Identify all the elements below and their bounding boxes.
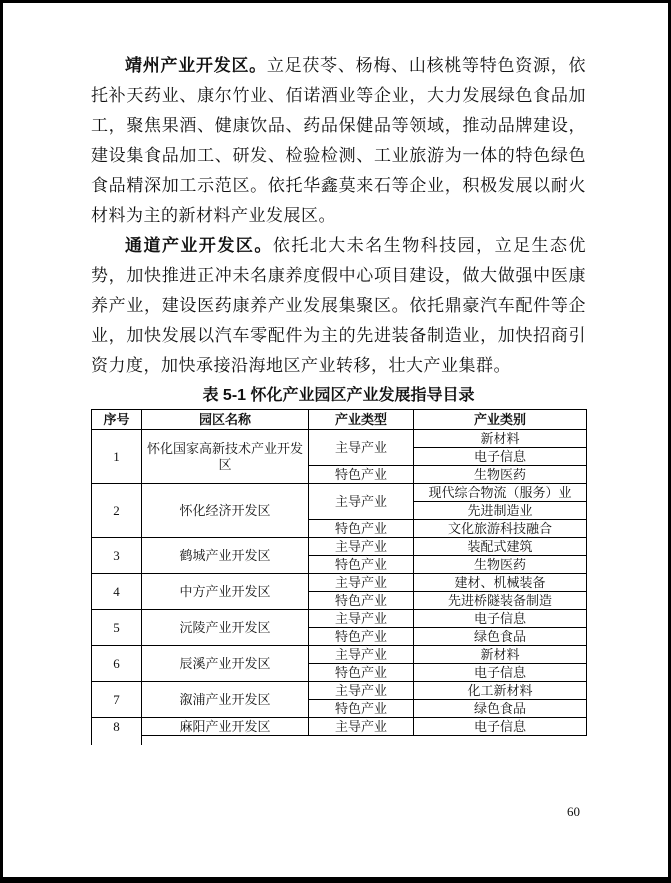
park-name-cell: 麻阳产业开发区 <box>142 718 309 736</box>
guidance-table <box>91 409 587 736</box>
industry-type-cell: 主导产业 <box>309 538 414 556</box>
park-name-cell: 怀化国家高新技术产业开发区 <box>142 430 309 484</box>
table-row <box>92 538 587 556</box>
park-name-cell: 怀化经济开发区 <box>142 484 309 538</box>
park-name-cell: 辰溪产业开发区 <box>142 646 309 682</box>
industry-category-cell: 电子信息 <box>414 718 587 736</box>
industry-category-cell: 先进桥隧装备制造 <box>414 592 587 610</box>
table-row <box>92 430 587 448</box>
table-title: 表 5-1 怀化产业园区产业发展指导目录 <box>202 387 475 404</box>
paragraph-tongdao-body: 依托北大未名生物科技园，立足生态优势，加快推进正冲未名康养度假中心项目建设，做大做强中医康养产业，建设医药康养产业发展集聚区。依托鼎豪汽车配件等企业，加快发展以汽车零配件为主的先进装备制造业，加快招商引资力度，加快承接沿海地区产业转移，壮大产业集群。 <box>91 236 587 375</box>
header-index: 序号 <box>92 410 142 430</box>
table-row <box>92 574 587 592</box>
paragraph-jingzhou <box>91 51 586 231</box>
industry-type-cell: 主导产业 <box>309 718 414 736</box>
industry-category-cell: 现代综合物流（服务）业 <box>414 484 587 502</box>
paragraph-jingzhou-body: 立足茯苓、杨梅、山核桃等特色资源，依托补天药业、康尔竹业、佰诺酒业等企业，大力发展绿色食品加工，聚焦果酒、健康饮品、药品保健品等领域，推动品牌建设，建设集食品加工、研发、检验检测、工业旅游为一体的特色绿色食品精深加工示范区。依托华鑫莫来石等企业，积极发展以耐火材料为主的新材料产业发展区。 <box>91 56 587 225</box>
guidance-table-body <box>92 430 587 736</box>
industry-type-cell: 主导产业 <box>309 484 414 520</box>
table-continuation <box>91 736 586 746</box>
industry-type-cell: 特色产业 <box>309 592 414 610</box>
header-park-name: 园区名称 <box>142 410 309 430</box>
table-row <box>92 718 587 736</box>
table-continuation-tick-left <box>91 736 92 745</box>
row-index-cell: 6 <box>92 646 142 682</box>
industry-type-cell: 主导产业 <box>309 430 414 466</box>
park-name-cell: 溆浦产业开发区 <box>142 682 309 718</box>
industry-type-cell: 主导产业 <box>309 610 414 628</box>
industry-category-cell: 新材料 <box>414 646 587 664</box>
park-name-cell: 中方产业开发区 <box>142 574 309 610</box>
industry-type-cell: 特色产业 <box>309 664 414 682</box>
row-index-cell: 1 <box>92 430 142 484</box>
paragraph-tongdao-lead: 通道产业开发区。 <box>125 236 273 255</box>
table-row <box>92 682 587 700</box>
industry-category-cell: 新材料 <box>414 430 587 448</box>
row-index-cell: 3 <box>92 538 142 574</box>
park-name-cell: 沅陵产业开发区 <box>142 610 309 646</box>
industry-category-cell: 化工新材料 <box>414 682 587 700</box>
industry-category-cell: 绿色食品 <box>414 628 587 646</box>
row-index-cell: 8 <box>92 718 142 736</box>
header-industry-category: 产业类别 <box>414 410 587 430</box>
industry-type-cell: 主导产业 <box>309 646 414 664</box>
park-name-cell: 鹤城产业开发区 <box>142 538 309 574</box>
industry-type-cell: 特色产业 <box>309 700 414 718</box>
industry-type-cell: 特色产业 <box>309 466 414 484</box>
paragraph-jingzhou-lead: 靖州产业开发区。 <box>125 56 267 75</box>
industry-type-cell: 特色产业 <box>309 556 414 574</box>
industry-category-cell: 建材、机械装备 <box>414 574 587 592</box>
industry-category-cell: 生物医药 <box>414 556 587 574</box>
industry-category-cell: 绿色食品 <box>414 700 587 718</box>
row-index-cell: 5 <box>92 610 142 646</box>
industry-category-cell: 装配式建筑 <box>414 538 587 556</box>
table-continuation-tick-col1 <box>141 736 142 745</box>
industry-category-cell: 电子信息 <box>414 610 587 628</box>
paragraph-tongdao <box>91 231 586 381</box>
row-index-cell: 4 <box>92 574 142 610</box>
page-number: 60 <box>567 804 580 819</box>
header-industry-type: 产业类型 <box>309 410 414 430</box>
row-index-cell: 7 <box>92 682 142 718</box>
industry-category-cell: 电子信息 <box>414 448 587 466</box>
table-header-row <box>92 410 587 430</box>
industry-type-cell: 特色产业 <box>309 520 414 538</box>
page-content <box>91 51 586 746</box>
industry-category-cell: 电子信息 <box>414 664 587 682</box>
industry-type-cell: 主导产业 <box>309 682 414 700</box>
industry-category-cell: 先进制造业 <box>414 502 587 520</box>
industry-category-cell: 生物医药 <box>414 466 587 484</box>
table-row <box>92 646 587 664</box>
row-index-cell: 2 <box>92 484 142 538</box>
table-row <box>92 610 587 628</box>
industry-category-cell: 文化旅游科技融合 <box>414 520 587 538</box>
industry-type-cell: 主导产业 <box>309 574 414 592</box>
industry-type-cell: 特色产业 <box>309 628 414 646</box>
table-row <box>92 484 587 502</box>
